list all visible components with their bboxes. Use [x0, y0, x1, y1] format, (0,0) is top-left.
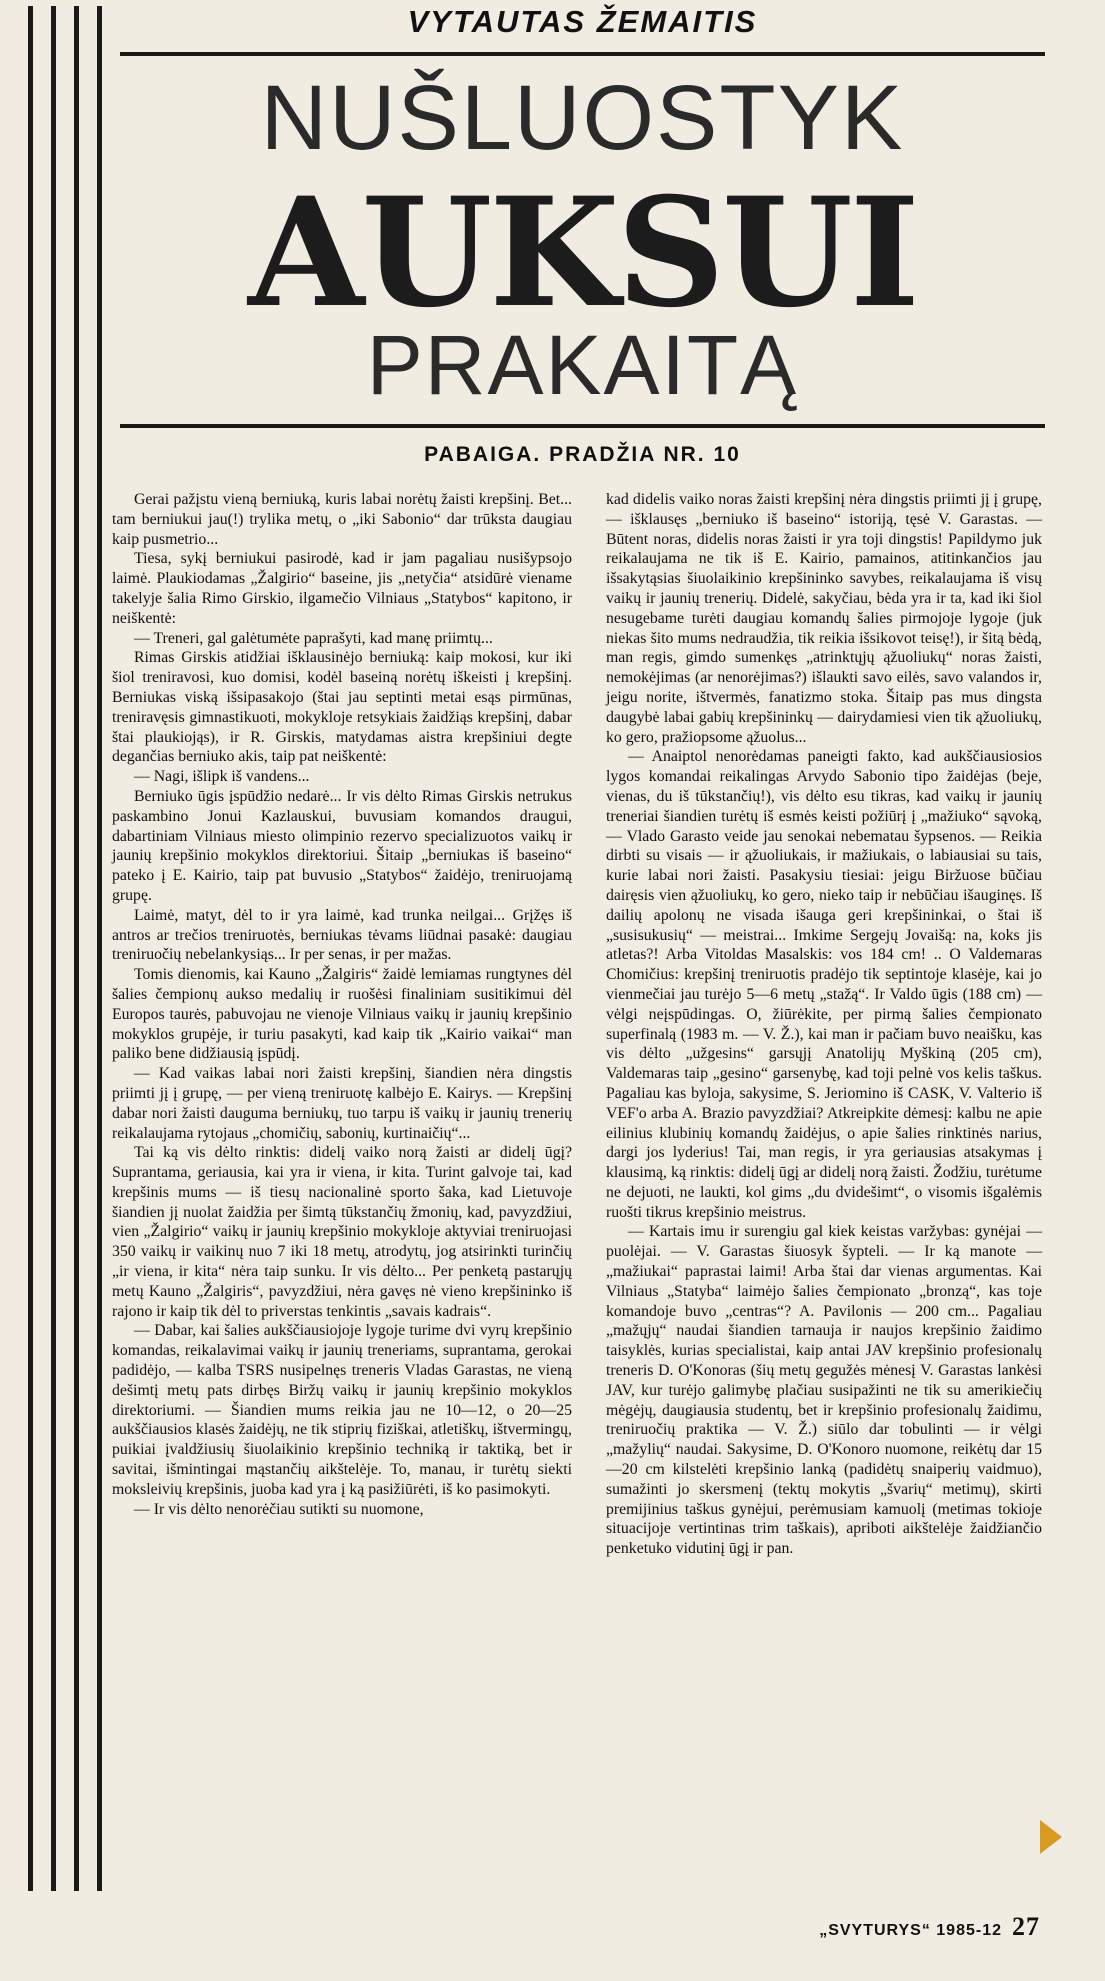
magazine-issue: „SVYTURYS“ 1985-12 [819, 1922, 1002, 1939]
left-text-column [112, 490, 572, 1519]
title-line-3: PRAKAITĄ [366, 318, 799, 412]
continuation-note: PABAIGA. PRADŽIA NR. 10 [424, 443, 741, 466]
paragraph: — Ir vis dėlto nenorėčiau sutikti su nuomone, [134, 1500, 424, 1518]
paragraph: — Nagi, išlipk iš vandens... [134, 768, 310, 786]
title-line-2: AUKSUI [248, 165, 917, 341]
paragraph: — Anaiptol nenorėdamas paneigti fakto, kad aukščiausiosios lygos komandai reikalingas Arvydo Sabonio tipo žaidėjas (beje, vienas, du iš tūkstančių!), vis dėlto esu tikras, kad vaikų ir jaunių treneriai šiandien turėtų iš esmės keisti požiūrį į „mažiuko“ sąvoką, — Vlado Garasto veide jau senokai nebematau šypsenos. — Reikia dirbti su visais — ir ąžuoliukais, ir mažiukais, o labiausiai su tais, kurie labai nori žaisti. Pasakysiu tiesiai: jeigu Biržuose būčiau dairęsis vien ąžuoliukų, ko gero, nieko taip ir nebūčiau išauginęs. Iš dailių apolonų ne visada išauga geri krepšininkai, o štai iš „susisukusių“ — meistrai... Imkime Sergejų Jovaišą: na, koks jis atletas?! Arba Vitoldas Masalskis: vos 184 cm! .. O Valdemaras Chomičius: krepšinį treniruotis pradėjo tik septintoje klasėje, kai jo vienmečiai jau turėjo 5—6 metų „stažą“. Ir Valdo ūgis (188 cm) — vėlgi neįspūdingas. O, žiūrėkite, per pirmą šalies čempionato superfinalą (1983 m. — V. Ž.), kai man ir pačiam buvo neaišku, kas vis dėlto „užgesins“ garsųjį Anatolijų Myškiną (205 cm), Valdemaras taip „gesino“ garsenybę, kad toji pelnė vos kelis taškus. Pagaliau kas byloja, sakysime, S. Jeriomino iš CASK, V. Valterio iš VEF'o arba A. Brazio pavyzdžiai? Atkreipkite dėmesį: kalbu ne apie eilinius klubinių komandų žaidėjus, o apie šalies rinktinės narius, dargi jos lyderius! Tai, man regis, ir yra geriausias atsakymas į klausimą, ką rinktis: didelį ūgį ar didelį norą žaisti. Žodžiu, turėtume ne dejuoti, ne laukti, kol gims „du dvidešimt“, o visomis išgalėmis ruošti tikrus krepšinio meistrus. [606, 748, 1042, 1221]
title-line-1: NUŠLUOSTYK [260, 67, 905, 169]
paragraph: Tiesa, sykį berniukui pasirodė, kad ir jam pagaliau nusišypsojo laimė. Plaukiodamas „Žalgirio“ baseine, jis „netyčia“ atsidūrė viename takelyje šalia Rimo Girskio, ilgamečio Vilniaus „Statybos“ kapitono, ir neiškentė: [112, 550, 572, 627]
paragraph: — Treneri, gal galėtumėte paprašyti, kad manę priimtų... [134, 629, 493, 647]
bottom-divider [120, 424, 1045, 428]
paragraph: Tai ką vis dėlto rinktis: didelį vaiko norą žaisti ar didelį ūgį? Suprantama, geriausia, kai yra ir viena, ir kita. Turint galvoje tai, kad krepšinis mums — iš tiesų nacionalinė sporto šaka, kad Lietuvoje šiandien jį nuolat žaidžia per šimtą tūkstančių žmonių, kad, pavyzdžiui, vien „Žalgirio“ vaikų ir jaunių krepšinio mokykloje aktyviai treniruojasi 350 vaikų ir vaikinų nuo 7 iki 18 metų, atrodytų, jog atsirinkti turinčių „ir viena, ir kita“ nėra taip sunku. Ir vis dėlto... Per penketą pastarųjų metų Kauno „Žalgiris“, pavyzdžiui, nėra gavęs nė vieno krepšininko iš rajono ir kaip tik dėl to priverstas tenkintis „savais kadrais“. [112, 1144, 572, 1320]
left-decorative-rules [28, 6, 102, 1891]
page-footer [640, 1912, 1040, 1942]
paragraph: — Dabar, kai šalies aukščiausiojoje lygoje turime dvi vyrų krepšinio komandas, reikalavimai vaikų ir jaunių treneriams, suprantama, gerokai padidėjo, — kalba TSRS nusipelnęs treneris Vladas Garastas, ne vieną dešimtį metų pats dirbęs Biržų vaikų ir jaunių krepšinio mokyklos direktoriumi. — Šiandien mums reikia jau ne 10—12, o 20—25 aukščiausios klasės žaidėjų, ne tik stiprių fiziškai, atletiškų, ištvermingų, puikiai įvaldžiusių šiuolaikinio krepšinio techniką ir taktiką, bet ir savitai, išmintingai mąstančių aikštelėje. To, manau, ir turėtų siekti moksleivių krepšinis, juoba kad yra į ką pasižiūrėti, iš ko pasimokyti. [112, 1322, 572, 1498]
right-text-column [606, 490, 1042, 1559]
top-divider [120, 52, 1045, 56]
paragraph: Berniuko ūgis įspūdžio nedarė... Ir vis dėlto Rimas Girskis netrukus paskambino Jonui Kazlauskui, buvusiam komandos draugui, dabartiniam Vilniaus miesto olimpinio rezervo specializuotos vaikų ir jaunių krepšinio mokyklos direktoriui. Šitaip „berniukas iš baseino“ pateko į E. Kairio, taip pat buvusio „Statybos“ žaidėjo, treniruojamą grupę. [112, 787, 572, 904]
paragraph: — Kartais imu ir surengiu gal kiek keistas varžybas: gynėjai — puolėjai. — V. Garastas šiuosyk šypteli. — Ir ką manote — „mažiukai“ paprastai laimi! Arba štai dar vienas argumentas. Kai Vilniaus „Statyba“ laimėjo šalies čempionato „bronzą“, kas toje komandoje buvo „centras“? A. Pavilonis — 200 cm... Pagaliau „mažųjų“ naudai šiandien tarnauja ir naujos krepšinio žaidimo taisyklės, kurias specialistai, kaip antai JAV krepšinio profesionalų treneris D. O'Konoras (šių metų gegužės mėnesį V. Garastas lankėsi JAV, kur turėjo galimybę plačiau susipažinti ne tik su amerikiečių mėgėjų, daugiausia studentų, bet ir krepšinio profesionalų žaidimu, treniruočių praktika — V. Ž.) siūlo dar tobulinti — ir vėlgi „mažylių“ naudai. Sakysime, D. O'Konoro nuomone, reikėtų dar 15—20 cm kilstelėti krepšinio lanką (padidėtų snaiperių vaidmuo), sumažinti jo skersmenį (tektų mokytis „švarių“ metimų), skirti premijinius taškus gynėjui, perėmusiam kamuolį (metimas tokioje situacijoje vertintinas trim taškais), apriboti aikštelėje žaidžiančio penketuko vidutinį ūgį ir pan. [606, 1223, 1042, 1558]
continue-arrow-icon [1040, 1820, 1062, 1854]
page-number: 27 [1012, 1912, 1040, 1941]
paragraph: kad didelis vaiko noras žaisti krepšinį nėra dingstis priimti jį į grupę, — išklausęs „berniuko iš baseino“ istoriją, tęsė V. Garastas. — Būtent noras, didelis noras žaisti ir yra toji dingstis! Papildymo juk reikalaujama ne tik iš E. Kairio, pamainos, atitinkančios jau išsakytąsias šiuolaikinio krepšininko savybes, reikalaujama iš visų vaikų ir jaunių trenerių. Didelė, sakyčiau, bėda yra ir ta, kad iki šiol nesugebame turėti daugiau komandų šalies pirmojoje lygoje (juk niekas šito mums nedraudžia, tik reikia išsikovot teisę!), ir šitą bėdą, man regis, gimdo sumenkęs „atrinktųjų ąžuoliukų“ noras žaisti, nemokėjimas (ar nenorėjimas?) išlaukti savo eilės, savo valandos ir, jeigu norite, ištvermės, fanatizmo stoka. Šitaip pas mus dingsta daugybė labai gabių krepšininkų — dairydamiesi vien tik ąžuoliukų, ko gero, pražiopsome ąžuolus... [606, 491, 1042, 746]
paragraph: Gerai pažįstu vieną berniuką, kuris labai norėtų žaisti krepšinį. Bet... tam berniukui jau(!) trylika metų, o „iki Sabonio“ dar trūksta daugiau kaip pusmetrio... [112, 491, 572, 548]
paragraph: Rimas Girskis atidžiai išklausinėjo berniuką: kaip mokosi, kur iki šiol treniravosi, kuo domisi, kodėl baseiną norėtų iškeisti į krepšinį. Berniukas viską išsipasakojo (štai jau septinti metai esąs pirmūnas, treniravęsis gimnastikuoti, mokykloje retsykiais žaidžiąs krepšinį, dabar štai plaukiojąs), ir R. Girskis, matydamas aistra krepšiniui degte degančias berniuko akis, taip pat neiškentė: [112, 649, 572, 766]
author-name: VYTAUTAS ŽEMAITIS [407, 4, 758, 39]
paragraph: Laimė, matyt, dėl to ir yra laimė, kad trunka neilgai... Grįžęs iš antros ar trečios treniruotės, berniukas tėvams liūdnai pasakė: daugiau treniruočių nebelankysiąs... Ir per senas, ir per mažas. [112, 906, 572, 964]
paragraph: Tomis dienomis, kai Kauno „Žalgiris“ žaidė lemiamas rungtynes dėl šalies čempionų aukso medalių ir ruošėsi finaliniam susitikimui dėl Europos taurės, pabuvojau ne vienoje Vilniaus vaikų ir jaunių krepšinio mokyklos grupėje, ir turiu pasakyti, kad kaip tik „Kairio vaikai“ man paliko bene didžiausią įspūdį. [112, 966, 572, 1063]
paragraph: — Kad vaikas labai nori žaisti krepšinį, šiandien nėra dingstis priimti jį į grupę, — per vieną treniruotę kalbėjo E. Kairys. — Krepšinį dabar nori žaisti dauguma berniukų, tuo tarpu iš vaikų ir jaunių trenerių reikalaujama rytojaus „chomičių, sabonių, kurtinaičių“... [112, 1065, 572, 1142]
